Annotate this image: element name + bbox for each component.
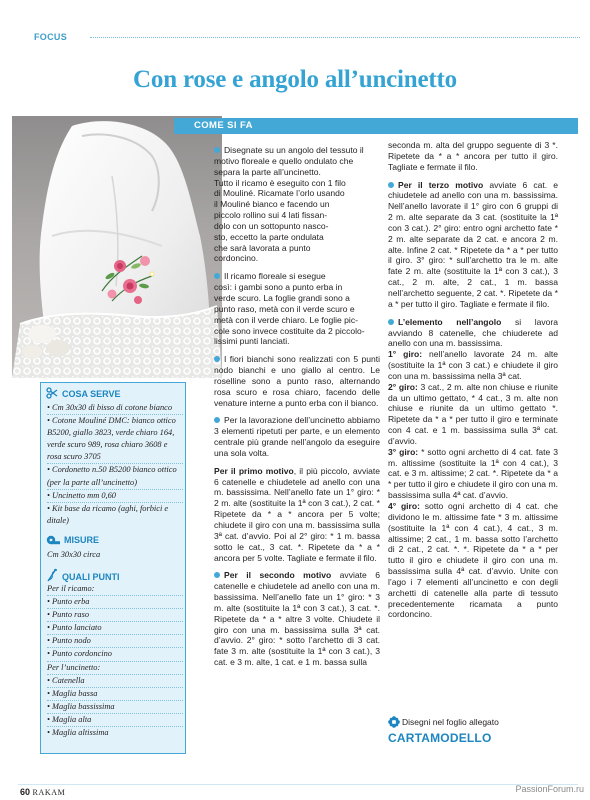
cartamodello-label: CARTAMODELLO bbox=[388, 731, 492, 745]
step-paragraph: Disegnate su un angolo del tessuto il motivo floreale e quello ondulato che separa la parte all’uncinetto. Tutto il ricamo è eseguito con 1 filo di Mouliné. Ricamate l’orlo usando il Mouliné bianco e facendo un piccolo rollino sui 4 lati fissan- dolo con un sottopunto nasco- sto, eccetto la parte ondulata che sarà lavorata a punto cordoncino. bbox=[214, 145, 364, 264]
list-item: • Uncinetto mm 0,60 bbox=[47, 490, 183, 503]
misure-heading: MISURE bbox=[46, 535, 99, 547]
step-paragraph: 1° giro: nell’anello lavorate 24 m. alte (sostituite la 1ª con 3 cat.) e chiudete il giro con una m. bassissima nella 3ª cat. bbox=[388, 349, 558, 381]
scissors-icon bbox=[46, 387, 58, 401]
bullet-dot-icon bbox=[214, 273, 220, 279]
cartamodello-note: Disegni nel foglio allegato CARTAMODELLO bbox=[388, 716, 558, 745]
step-paragraph: Per il secondo motivo avviate 6 catenelle e chiudetele ad anello con una m. bassissima. Nell’anello fate un 1° giro: * 3 m. alte (sostituite la 1ª con 3 cat.), 3 cat. *. Ripetete da * a * altre 3 volte. Chiudete il giro con una m. bassissima sulla 3ª cat. d’avvio. 2° giro: * sotto l’archetto di 3 cat. fate 3 m. alte (sostituite la 1ª con 3 cat.), 3 cat. e 3 m. alte, 1 cat. e 1 m. bassa sulla bbox=[214, 570, 380, 668]
list-item: • Catenella bbox=[47, 675, 183, 688]
list-item: Per il ricamo: bbox=[47, 583, 183, 596]
quali-punti-list bbox=[47, 583, 183, 739]
measuring-tape-icon bbox=[46, 535, 60, 547]
section-tag: FOCUS bbox=[34, 32, 67, 42]
section-rule bbox=[90, 37, 580, 38]
handkerchief-illustration bbox=[12, 116, 222, 378]
bullet-dot-icon bbox=[214, 572, 220, 578]
banner-label: COME SI FA bbox=[194, 120, 253, 131]
list-item: • Maglia bassa bbox=[47, 688, 183, 701]
page-number: 60 bbox=[20, 787, 31, 797]
magazine-name: RAKAM bbox=[32, 788, 66, 797]
step-paragraph: 3° giro: * sotto ogni archetto di 4 cat. fate 3 m. altissime (sostituite la 1ª con 4 cat.), 3 cat. e 3 m. altissime; 2 cat. *. Ripetete da * a * per tutto il giro e chiudete il giro con una m. bassissima sulla 4ª cat. d’avvio. bbox=[388, 446, 558, 501]
misure-list bbox=[47, 549, 183, 561]
step-paragraph: I fiori bianchi sono realizzati con 5 punti nodo bianchi e uno giallo al centro. Le roselline sono a punto raso, alternando rosa scuro e rosa chiaro, facendo delle venature interne a punto erba con il bianco. bbox=[214, 354, 380, 408]
list-item: • Maglia alta bbox=[47, 714, 183, 727]
flower-star-icon bbox=[388, 716, 400, 730]
step-paragraph: 4° giro: sotto ogni archetto di 4 cat. che dividono le m. altissime fate * 3 m. altissime (sostituite la 1ª con 4 cat.), 4 cat., 3 m. altissime; 2 cat., 1 m. bassa sotto l’archetto di 2 cat., 2 cat. *. *. Ripetete da * a * per tutto il giro e chiudete il giro con una m. bassissima sulla 4ª cat. d’avvio. Unite con l’ago i 7 elementi all’uncinetto e con degli archetti di catenelle alla parte di tessuto precedentemente ricamata a punto cordoncino. bbox=[388, 501, 558, 620]
watermark: PassionForum.ru bbox=[515, 784, 584, 794]
list-item: • Kit base da ricamo (aghi, forbici e ditale) bbox=[47, 503, 169, 525]
come-si-fa-banner bbox=[174, 118, 578, 134]
bullet-dot-icon bbox=[388, 319, 394, 325]
list-item: Per l’uncinetto: bbox=[47, 662, 183, 675]
list-item: • Punto nodo bbox=[47, 635, 183, 648]
bullet-dot-icon bbox=[214, 147, 220, 153]
list-item: • Maglia altissima bbox=[47, 728, 109, 738]
cosa-serve-list bbox=[47, 402, 183, 527]
list-item: • Maglia bassissima bbox=[47, 701, 183, 714]
materials-infobox bbox=[40, 382, 186, 754]
list-item: Cm 30x30 circa bbox=[47, 550, 101, 559]
step-paragraph: 2° giro: 3 cat., 2 m. alte non chiuse e riunite da un ultimo gettato, * 4 cat., 3 m. alte non chiuse e riunite da un ultimo gettato *. Ripetete da * a * per tutto il giro e terminate con 4 cat. e 1 m. bassissima sulla 3ª cat. d’avvio. bbox=[388, 381, 558, 446]
article-title: Con rose e angolo all’uncinetto bbox=[133, 66, 457, 93]
footer-rule bbox=[18, 784, 578, 785]
list-item: • Punto lanciato bbox=[47, 622, 183, 635]
list-item: • Punto erba bbox=[47, 596, 183, 609]
step-paragraph: L’elemento nell’angolo si lavora avviando 8 catenelle, che chiuderete ad anello con una m. bassissima. bbox=[388, 316, 558, 349]
step-paragraph: Per la lavorazione dell’uncinetto abbiamo 3 elementi ripetuti per parte, e un elemento centrale più grande nell’angolo da eseguire una sola volta. bbox=[214, 415, 380, 458]
list-item: • Cordonetto n.50 B5200 bianco ottico (per la parte all’uncinetto) bbox=[47, 464, 183, 489]
list-item: • Punto raso bbox=[47, 609, 183, 622]
instructions-middle-column bbox=[214, 145, 380, 675]
quali-punti-heading: QUALI PUNTI bbox=[46, 568, 120, 584]
bullet-dot-icon bbox=[214, 356, 220, 362]
list-item: • Cotone Mouliné DMC: bianco ottico B5200, giallo 3823, verde chiaro 164, verde scuro 989, rosa chiaro 3608 e rosa scuro 3705 bbox=[47, 415, 183, 464]
bullet-dot-icon bbox=[214, 417, 220, 423]
page-folio bbox=[20, 787, 65, 797]
list-item: • Punto cordoncino bbox=[47, 648, 183, 661]
step-paragraph: Per il primo motivo, il più piccolo, avviate 6 catenelle e chiudetele ad anello con una m. bassissima. Nell’anello fate un 1° giro: * 2 m. alte (sostituite la 1ª con 3 cat.), 2 cat. * Ripetete da * a * ancora per 5 volte; chiudete il giro con una m. bassissima sulla 3ª cat. d’avvio. Poi al 2° giro: * 1 m. bassa sotto le cat., 3 cat. *. Ripetete da * a * ancora per 5 volte. Tagliate e fermate il filo. bbox=[214, 465, 380, 563]
step-paragraph: seconda m. alta del gruppo seguente di 3 *. Ripetete da * a * ancora per tutto il giro. Tagliate e fermate il filo. bbox=[388, 140, 558, 172]
cosa-serve-heading: COSA SERVE bbox=[46, 387, 121, 401]
step-paragraph: Per il terzo motivo avviate 6 cat. e chiudetele ad anello con una m. bassissima. Nell’anello lavorate il 1° giro con 6 gruppi di 2 m. alte separate da 3 cat. (sostituite la 1ª con 3 cat.). 2° giro: entro ogni archetto fate * 2 m. alte separate da 2 cat. e ancora 2 m. alte. Infine 2 cat. * Ripetete da * a * per tutto il giro. 3° giro: * sull’archetto tra le m. alte fate 2 m. alte (sostituite la 1ª con 3 cat.), 3 cat., 2 m. alte, 2 cat., 1 m. bassa nell’archetto seguente, 2 cat. *. Ripetete da * a * per tutto il giro. Tagliate e fermate il filo. bbox=[388, 179, 558, 309]
list-item: • Cm 30x30 di bisso di cotone bianco bbox=[47, 402, 183, 415]
bullet-dot-icon bbox=[388, 182, 394, 188]
step-paragraph: Il ricamo floreale si esegue così: i gambi sono a punto erba in verde scuro. La foglie grandi sono a punto raso, metà con il verde scuro e metà con il verde chiaro. Le foglie pic- cole sono invece costituite da 2 piccolo- lissimi punti lanciati. bbox=[214, 271, 365, 347]
handkerchief-photo bbox=[12, 116, 222, 378]
instructions-right-column bbox=[388, 140, 558, 620]
needle-thread-icon bbox=[46, 568, 58, 584]
